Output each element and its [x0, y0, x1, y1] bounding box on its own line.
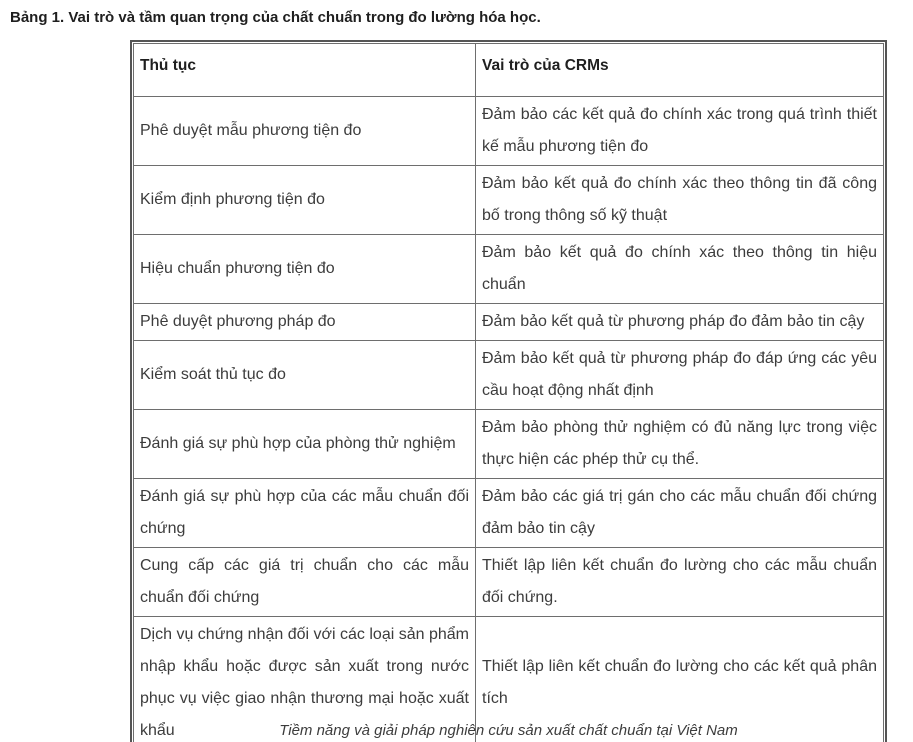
table-row	[134, 410, 884, 479]
table-row	[134, 548, 884, 617]
table-caption: Tiềm năng và giải pháp nghiên cứu sản xuất chất chuẩn tại Việt Nam	[279, 722, 738, 739]
table-row	[134, 235, 884, 304]
column-header-procedure: Thủ tục	[134, 44, 476, 97]
column-header-crm-role: Vai trò của CRMs	[476, 44, 884, 97]
role-cell: Đảm bảo phòng thử nghiệm có đủ năng lực trong việc thực hiện các phép thử cụ thể.	[476, 410, 884, 479]
role-cell: Thiết lập liên kết chuẩn đo lường cho các mẫu chuẩn đối chứng.	[476, 548, 884, 617]
role-cell: Đảm bảo các giá trị gán cho các mẫu chuẩn đối chứng đảm bảo tin cậy	[476, 479, 884, 548]
crm-roles-table	[133, 43, 884, 742]
procedure-cell: Cung cấp các giá trị chuẩn cho các mẫu chuẩn đối chứng	[134, 548, 476, 617]
role-cell: Đảm bảo kết quả từ phương pháp đo đáp ứng các yêu cầu hoạt động nhất định	[476, 341, 884, 410]
table-header-row	[134, 44, 884, 97]
role-cell: Đảm bảo các kết quả đo chính xác trong quá trình thiết kế mẫu phương tiện đo	[476, 97, 884, 166]
role-cell: Thiết lập liên kết chuẩn đo lường cho các kết quả phân tích	[476, 617, 884, 742]
procedure-cell: Đánh giá sự phù hợp của phòng thử nghiệm	[134, 410, 476, 479]
table-row	[134, 166, 884, 235]
procedure-cell: Hiệu chuẩn phương tiện đo	[134, 235, 476, 304]
role-cell: Đảm bảo kết quả đo chính xác theo thông tin hiệu chuẩn	[476, 235, 884, 304]
role-cell: Đảm bảo kết quả đo chính xác theo thông tin đã công bố trong thông số kỹ thuật	[476, 166, 884, 235]
role-cell: Đảm bảo kết quả từ phương pháp đo đảm bảo tin cậy	[476, 304, 884, 341]
procedure-cell: Kiểm định phương tiện đo	[134, 166, 476, 235]
table-title: Bảng 1. Vai trò và tầm quan trọng của chất chuẩn trong đo lường hóa học.	[10, 9, 541, 26]
procedure-cell: Đánh giá sự phù hợp của các mẫu chuẩn đối chứng	[134, 479, 476, 548]
table-row	[134, 479, 884, 548]
procedure-cell: Phê duyệt phương pháp đo	[134, 304, 476, 341]
procedure-cell: Kiểm soát thủ tục đo	[134, 341, 476, 410]
table-row	[134, 341, 884, 410]
crm-table-frame	[130, 40, 887, 742]
table-row	[134, 97, 884, 166]
procedure-cell: Phê duyệt mẫu phương tiện đo	[134, 97, 476, 166]
procedure-cell: Dịch vụ chứng nhận đối với các loại sản phẩm nhập khẩu hoặc được sản xuất trong nước phục vụ việc giao nhận thương mại hoặc xuất khẩu	[134, 617, 476, 742]
table-row	[134, 304, 884, 341]
